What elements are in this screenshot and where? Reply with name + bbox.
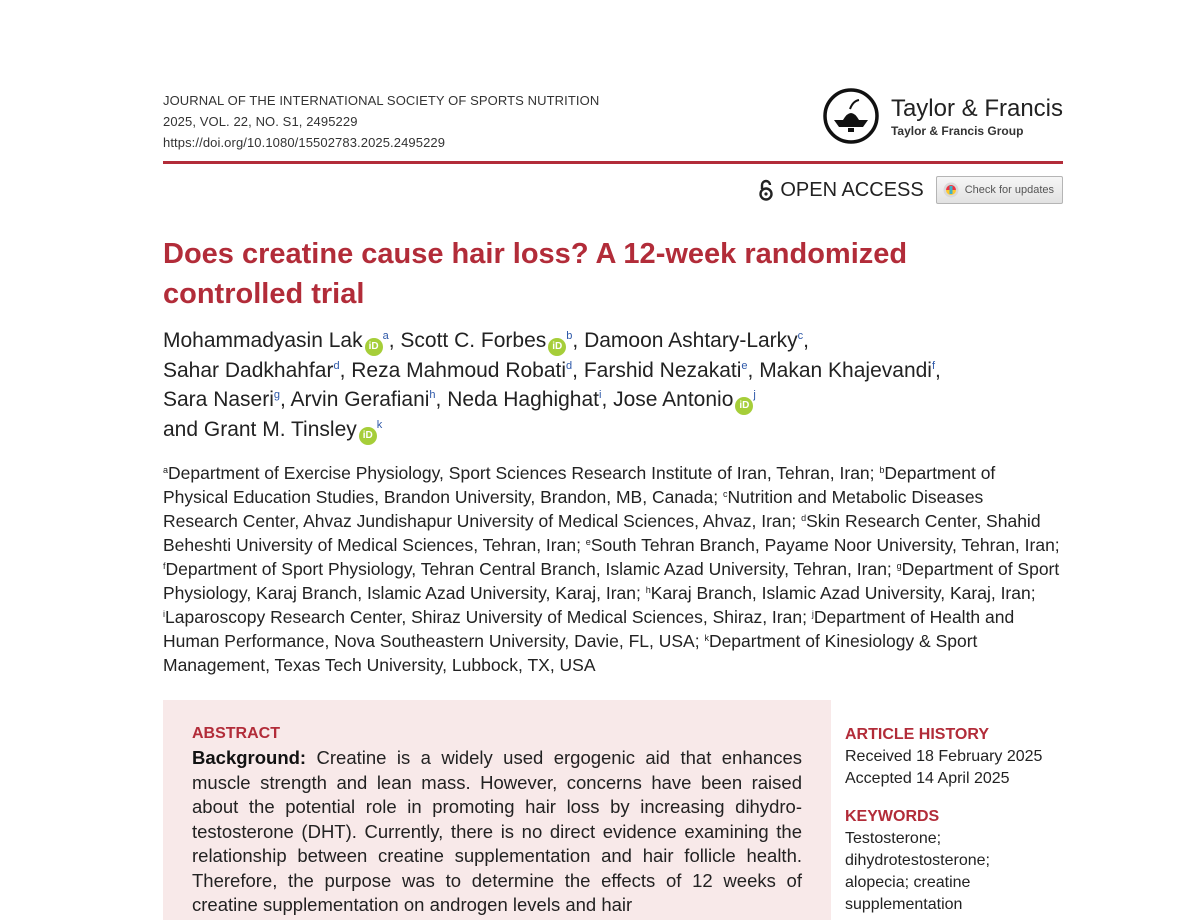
affiliation-marker: i: [163, 609, 165, 619]
article-history-heading: ARTICLE HISTORY: [845, 726, 990, 743]
open-access-label: OPEN ACCESS: [780, 178, 924, 201]
author-separator: ,: [435, 388, 448, 411]
affiliation-marker: h: [645, 585, 651, 595]
author-separator: ,: [572, 359, 584, 382]
author-separator: ,: [747, 359, 760, 382]
keyword-item: supplementation: [845, 896, 963, 913]
author-name[interactable]: Arvin Gerafiani: [290, 388, 430, 411]
publisher-group: Taylor & Francis Group: [890, 123, 1024, 138]
affiliation-text: Department of Exercise Physiology, Sport Sciences Research Institute of Iran, Tehran, Iran;: [168, 463, 880, 483]
access-row: [758, 176, 1063, 204]
affiliation-marker: k: [704, 633, 709, 643]
keywords-heading: KEYWORDS: [845, 808, 940, 825]
orcid-icon[interactable]: iD: [735, 397, 753, 415]
affiliation-text: Laparoscopy Research Center, Shiraz University of Medical Sciences, Shiraz, Iran;: [165, 607, 812, 627]
publisher-block: [823, 88, 1063, 144]
author-name[interactable]: Scott C. Forbes: [400, 329, 547, 352]
affiliation-marker: e: [741, 360, 748, 372]
author-name[interactable]: Farshid Nezakati: [583, 359, 742, 382]
affiliation-marker: b: [566, 330, 573, 342]
open-lock-icon: [758, 179, 774, 201]
abstract-body: [192, 746, 802, 918]
author-name[interactable]: and Grant M. Tinsley: [163, 418, 357, 441]
author-name[interactable]: Damoon Ashtary-Larky: [584, 329, 798, 352]
check-for-updates-label: Check for updates: [964, 184, 1054, 196]
check-for-updates-button[interactable]: [936, 176, 1063, 204]
author-name[interactable]: Neda Haghighat: [447, 388, 599, 411]
author-name[interactable]: Sara Naseri: [163, 388, 274, 411]
affiliation-marker: g: [896, 561, 902, 571]
affiliation-text: Nutrition and Metabolic Diseases Research Center, Ahvaz Jundishapur University of Medical Sciences, Ahvaz, Iran;: [163, 487, 984, 531]
affiliation-marker: d: [333, 360, 340, 372]
author-separator: ,: [803, 329, 810, 352]
affiliation-marker: k: [376, 419, 383, 431]
affiliation-text: Department of Physical Education Studies, Brandon University, Brandon, MB, Canada;: [163, 463, 996, 507]
keyword-item: dihydrotestosterone;: [845, 852, 990, 869]
affiliation-marker: b: [879, 465, 885, 475]
taylor-francis-logo-icon: [823, 88, 879, 144]
affiliation-marker: d: [566, 360, 573, 372]
open-access-badge: [758, 179, 923, 202]
affiliation-marker: c: [722, 489, 728, 499]
journal-info: [163, 90, 599, 153]
author-separator: ,: [572, 329, 585, 352]
author-separator: ,: [935, 359, 941, 382]
affiliation-marker: h: [429, 389, 436, 401]
affiliation-text: Karaj Branch, Islamic Azad University, Karaj, Iran;: [650, 583, 1036, 603]
journal-volume: 2025, VOL. 22, NO. S1, 2495229: [163, 114, 358, 129]
author-name[interactable]: Reza Mahmoud Robati: [351, 359, 567, 382]
author-separator: ,: [388, 329, 401, 352]
author-name[interactable]: Mohammadyasin Lak: [163, 329, 363, 352]
author-name[interactable]: Sahar Dadkhahfar: [163, 359, 334, 382]
abstract-text: Creatine is a widely used ergogenic aid that enhances muscle strength and lean mass. However, concerns have been raised about the potential role in promoting hair loss by increasing dihydro-testosterone (DHT). Currently, there is no direct evidence examining the relationship between creatine supplementation and hair follicle health. Therefore, the purpose was to determine the effects of 12 weeks of creatine supplementation on androgen levels and hair: [192, 747, 802, 915]
author-separator: ,: [280, 388, 291, 411]
affiliation-marker: f: [163, 561, 166, 571]
crossmark-icon: [943, 182, 959, 198]
author-separator: ,: [601, 388, 614, 411]
affiliation-marker: c: [797, 330, 804, 342]
author-name[interactable]: Makan Khajevandi: [759, 359, 932, 382]
affiliations: [163, 461, 1063, 677]
abstract-box: [163, 700, 831, 920]
keyword-item: Testosterone;: [845, 830, 942, 847]
orcid-icon[interactable]: iD: [365, 338, 383, 356]
affiliation-marker: f: [931, 360, 936, 372]
article-page: [163, 0, 1063, 915]
header-rule: [163, 161, 1063, 164]
abstract-background-label: Background:: [192, 747, 307, 768]
publisher-name: Taylor & Francis: [890, 94, 1063, 122]
abstract-heading: ABSTRACT: [192, 725, 280, 742]
orcid-icon[interactable]: iD: [548, 338, 566, 356]
affiliation-marker: e: [585, 537, 591, 547]
affiliation-marker: a: [382, 330, 389, 342]
author-name[interactable]: Jose Antonio: [613, 388, 734, 411]
affiliation-text: Department of Health and Human Performance, Nova Southeastern University, Davie, FL, USA;: [163, 607, 1015, 651]
affiliation-text: Department of Sport Physiology, Tehran Central Branch, Islamic Azad University, Tehran, Iran;: [165, 559, 897, 579]
affiliation-marker: j: [811, 609, 814, 619]
orcid-icon[interactable]: iD: [359, 427, 377, 445]
affiliation-marker: i: [599, 389, 602, 401]
affiliation-marker: d: [801, 513, 807, 523]
journal-doi-link[interactable]: https://doi.org/10.1080/15502783.2025.2495229: [163, 135, 446, 150]
affiliation-marker: g: [273, 389, 281, 401]
affiliation-text: Department of Kinesiology & Sport Management, Texas Tech University, Lubbock, TX, USA: [163, 631, 978, 675]
affiliation-marker: a: [163, 465, 169, 475]
journal-name: JOURNAL OF THE INTERNATIONAL SOCIETY OF SPORTS NUTRITION: [163, 93, 600, 108]
affiliation-text: Department of Sport Physiology, Karaj Branch, Islamic Azad University, Karaj, Iran;: [163, 559, 1060, 603]
author-list: [163, 326, 1063, 445]
accepted-date: Accepted 14 April 2025: [845, 770, 1010, 787]
article-title: Does creatine cause hair loss? A 12-week randomized controlled trial: [163, 238, 908, 310]
affiliation-marker: j: [753, 389, 756, 401]
author-separator: ,: [339, 359, 352, 382]
article-sidebar: [845, 724, 1063, 916]
affiliation-text: South Tehran Branch, Payame Noor University, Tehran, Iran;: [590, 535, 1060, 555]
keyword-item: alopecia; creatine: [845, 874, 971, 891]
affiliation-text: Skin Research Center, Shahid Beheshti University of Medical Sciences, Tehran, Iran;: [163, 511, 1041, 555]
received-date: Received 18 February 2025: [845, 748, 1043, 765]
